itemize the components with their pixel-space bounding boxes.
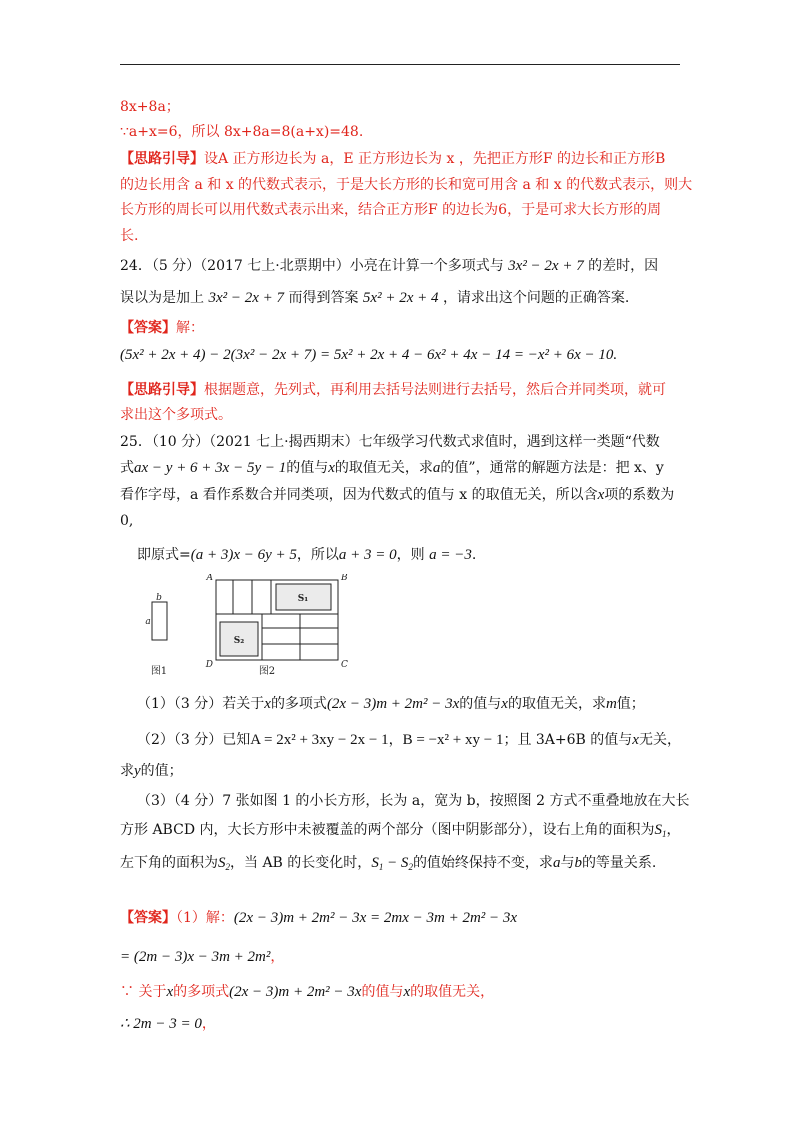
question-24-cont: 误以为是加上 3x² − 2x + 7 而得到答案 5x² + 2x + 4 ，请求出这个问题的正确答案. xyxy=(120,290,630,306)
sub-question-3-cont: 方形 ABCD 内，大长方形中未被覆盖的两个部分（图中阴影部分），设右上角的面积为$S_1$， xyxy=(120,822,681,839)
text-line: 长方形的周长可以用代数式表示出来，结合正方形F 的边长为6，于是可求大长方形的周 xyxy=(120,202,662,218)
answer-equation: (5x² + 2x + 4) − 2(3x² − 2x + 7) = 5x² + 2x + 4 − 6x² + 4x − 14 = −x² + 6x − 10. xyxy=(120,347,618,363)
text-line: 8x+8a； xyxy=(120,99,180,115)
question-25-cont: 0, xyxy=(120,513,134,529)
figure-2 xyxy=(205,574,348,677)
label-a: a xyxy=(145,617,151,627)
label-C: C xyxy=(341,660,348,670)
hint-line: 【思路引导】设A 正方形边长为 a，E 正方形边长为 x ，先把正方形F 的边长和正方形B xyxy=(120,151,666,167)
caption-figure-1: 图1 xyxy=(150,666,168,677)
figure-1 xyxy=(145,593,167,677)
label-D: D xyxy=(205,660,213,670)
text-line: 长. xyxy=(120,228,139,244)
sub-question-2-cont: 求y的值； xyxy=(120,763,183,779)
answer-2-line: ∵ 关于x的多项式(2x − 3)m + 2m² − 3x的值与x的取值无关， xyxy=(120,984,495,1000)
sub-question-3: （3）（4 分）7 张如图 1 的小长方形，长为 a，宽为 b，按照图 2 方式不重叠地放在大长 xyxy=(137,793,690,809)
sub-question-2: （2）（3 分）已知A = 2x² + 3xy − 2x − 1，B = −x² + xy − 1；且 3A+6B 的值与x无关， xyxy=(137,732,681,748)
label-s1: S₁ xyxy=(297,594,309,604)
text-line: ∵a+x=6，所以 8x+8a=8(a+x)=48. xyxy=(120,124,364,140)
hint-line: 【思路引导】根据题意，先列式，再利用去括号法则进行去括号，然后合并同类项，就可 xyxy=(120,382,666,398)
header-rule xyxy=(120,64,680,65)
label-s2: S₂ xyxy=(233,636,245,646)
question-25-cont: 即原式=(a + 3)x − 6y + 5，所以a + 3 = 0，则 a = −3. xyxy=(137,547,477,563)
label-b: b xyxy=(156,593,162,603)
caption-figure-2: 图2 xyxy=(258,666,276,677)
answer-2-line: = (2m − 3)x − 3m + 2m²， xyxy=(120,949,285,965)
text-line: 求出这个多项式。 xyxy=(120,407,232,423)
text-line: 的边长用含 a 和 x 的代数式表示，于是大长方形的长和宽可用含 a 和 x 的代数式表示，则大 xyxy=(120,177,693,193)
answer-2-line: ∴ 2m − 3 = 0， xyxy=(120,1016,216,1032)
figure-rectangles xyxy=(140,574,356,678)
answer-heading: 【答案】解： xyxy=(120,320,204,336)
question-24: 24．（5 分）（2017 七上·北票期中）小亮在计算一个多项式与 3x² − 2x + 7 的差时，因 xyxy=(120,258,659,274)
label-A: A xyxy=(206,574,213,583)
sub-question-1: （1）（3 分）若关于x的多项式(2x − 3)m + 2m² − 3x的值与x的取值无关，求m值； xyxy=(137,696,645,712)
question-25-cont: 式ax − y + 6 + 3x − 5y − 1的值与x的取值无关，求a的值”，通常的解题方法是：把 x、y xyxy=(120,460,664,476)
question-25-cont: 看作字母，a 看作系数合并同类项，因为代数式的值与 x 的取值无关，所以含x项的系数为 xyxy=(120,487,675,503)
answer-2-heading: 【答案】（1）解：(2x − 3)m + 2m² − 3x = 2mx − 3m + 2m² − 3x xyxy=(120,910,518,926)
label-B: B xyxy=(341,574,348,583)
question-25: 25．（10 分）（2021 七上·揭西期末）七年级学习代数式求值时，遇到这样一类题“代数 xyxy=(120,434,660,450)
hint-tag: 【思路引导】 xyxy=(120,151,204,167)
sub-question-3-cont: 左下角的面积为$S_2$，当 AB 的长变化时，$S_1 - S_2$的值始终保持不变，求a与b的等量关系. xyxy=(120,855,657,872)
